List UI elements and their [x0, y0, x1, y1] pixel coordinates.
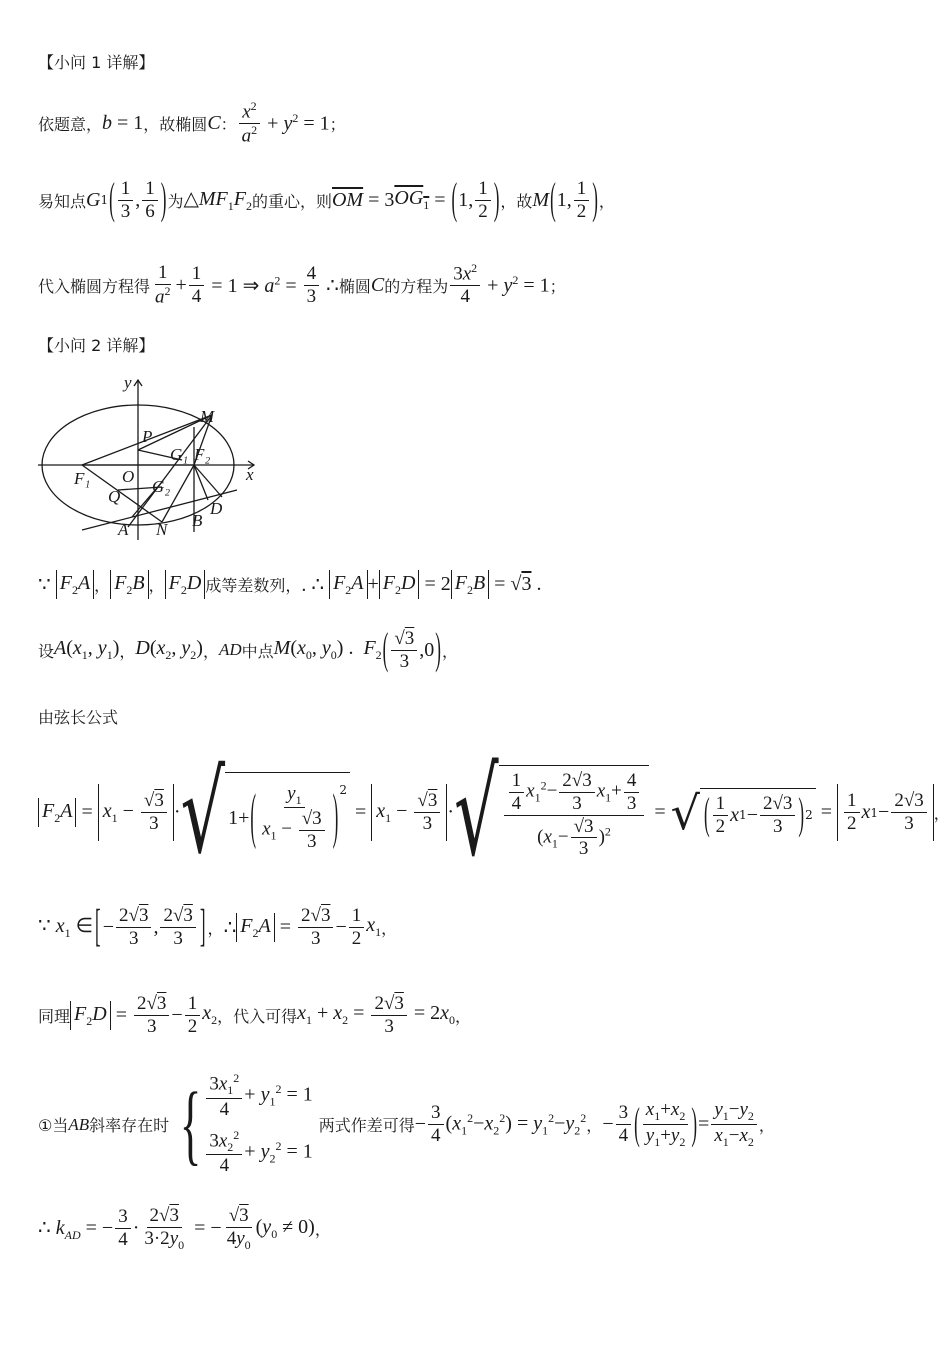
label-A: A [118, 520, 129, 539]
l2-mid3: ，故 [500, 191, 533, 211]
l3-mid: 椭圆 [338, 276, 371, 296]
l9-mid2: 两式作差可得 [318, 1116, 415, 1135]
label-P: P [142, 427, 153, 446]
line-10: ∴ $k_{AD}$ = − $\frac{3}{4}$ · $\frac{2√3}{3\cdot 2y_0}$ = − $\frac{√3}{4y_0}$ $(y_0 \ne 0)$ ， [38, 1205, 331, 1252]
l1-prefix: 依题意， [38, 115, 103, 135]
l5-mid2: 中点 [241, 641, 274, 661]
label-F1: F₁ [74, 469, 91, 488]
line-1: 依题意， b = 1 ，故椭圆 C ： $\frac{x^2}{a^2}$ + $y^2 = 1$ ； [38, 99, 346, 147]
line-7-formula: $F_2A$ = $x_1$ − $\frac{√3}{3}$ · √ 1+ ( $y_1$ $x_1$ − $\frac{√3}{3}$ ) $^2$ = $x_1$ − $\frac{√3}{3}$ · √ $\frac{1}{4}$ $x_1^2-$ $\frac{2√3}{3}$ $x_1+$ $\frac{4}{3}$ ($x_1-$ $\frac{√3}{3}$ )$^2$ = √ ( $\frac{1}{2}$ x 1 − $\frac{2√3}{3}$ ) 2 = $\frac{1}{2}$ x 1 − $\frac{2√3}{3}$ ， [38, 745, 950, 880]
ellipse-diagram [32, 372, 272, 542]
l2-prefix: 易知点 [38, 191, 87, 211]
l3-prefix: 代入椭圆方程得 [38, 276, 151, 296]
label-O: O [122, 467, 135, 486]
label-G2: G₂ [152, 477, 171, 496]
line-3: 代入椭圆方程得 $\frac{1}{a^2}$ + $\frac{1}{4}$ = 1 ⇒ $a^2$ = $\frac{4}{3}$ ∴ 椭圆 C 的方程为 $\frac{3x^2}{4}$ + $y^2 = 1$ ； [38, 261, 566, 308]
axis-x-label: x [246, 465, 254, 484]
label-G1: G₁ [170, 445, 189, 464]
label-F2: F₂ [194, 445, 211, 464]
label-M: M [200, 407, 215, 426]
l8-mid: ，代入可得 [217, 1006, 298, 1026]
line-8: 同理 $F_2D$ = $\frac{2√3}{3}$ − $\frac{1}{2}$ $x_2$ ，代入可得 $x_1 + x_2$ = $\frac{2√3}{3}$ = $2x_0$ ， [38, 993, 472, 1037]
l5-prefix: 设 [38, 641, 55, 661]
line-4: ∵ $F_2A$ ， $F_2B$ ， $F_2D$ 成等差数列， . ∴ $F_2A$ + $F_2D$ = 2 $F_2B$ = √3 . [38, 572, 542, 597]
line-2: 易知点 G 1 ( $\frac{1}{3}$ , $\frac{1}{6}$ ) 为 $\triangle MF_1F_2$ 的重心，则 $\overline{OM}$ = 3 $OG_1$ = ( 1, $\frac{1}{2}$ ) ，故 M ( 1, $\frac{1}{2}$ ) ， [38, 174, 615, 224]
l2-mid: 为 [167, 191, 184, 211]
label-N: N [156, 520, 168, 539]
label-B: B [192, 511, 203, 530]
l9-prefix: ①当 [38, 1116, 69, 1135]
part1-header: 【小问 1 详解】 [38, 53, 155, 72]
l3-mid2: 的方程为 [384, 276, 449, 296]
part2-header: 【小问 2 详解】 [38, 336, 155, 355]
line-5: 设 $A(x_1$, $y_1$) ， $D(x_2$, $y_2$) ， AD 中点 $M(x_0$, $y_0$) . $F_2$ ( $\frac{√3}{3}$ ,0 ) ， [38, 624, 458, 674]
l2-mid2: 的重心，则 [251, 191, 332, 211]
l1-mid: ，故椭圆 [143, 115, 208, 135]
label-D: D [210, 499, 223, 518]
line-6: 由弦长公式 [38, 708, 119, 727]
label-Q: Q [108, 487, 121, 506]
axis-y-label: y [124, 373, 132, 392]
line-range: ∵ $x_1$ ∈ [ − $\frac{2√3}{3}$ , $\frac{2√3}{3}$ ] ， ∴ $F_2A$ = $\frac{2√3}{3}$ − $\frac{1}{2}$ $x_1$ ， [38, 900, 398, 952]
l4-mid: 成等差数列， [205, 575, 302, 595]
l8-prefix: 同理 [38, 1006, 71, 1026]
line-9: ①当 AB 斜率存在时 { $\frac{3x_1^2}{4}$ + $y_1^2 = 1$ $\frac{3x_2^2}{4}$ + $y_2^2 = 1$ 两式作差可得 − $\frac{3}{4}$ $(x_1^2-x_2^2) = y_1^2-y_2^2$ ， − $\frac{3}{4}$ ( $\frac{x_1+x_2}{y_1+y_2}$ ) = $\frac{y_1-y_2}{x_1-x_2}$ ， [38, 1070, 775, 1177]
l9-mid: 斜率存在时 [89, 1116, 170, 1135]
